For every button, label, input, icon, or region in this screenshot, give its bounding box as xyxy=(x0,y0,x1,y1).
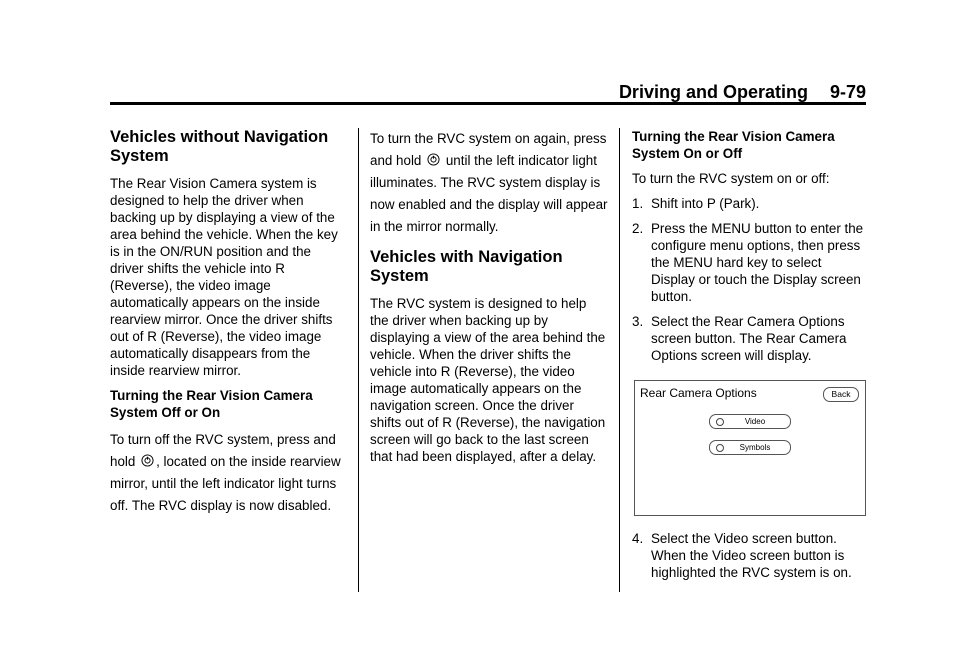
section-title: Driving and Operating xyxy=(618,82,808,102)
steps-list xyxy=(632,195,868,364)
steps-list xyxy=(632,530,868,581)
rear-camera-options-screen xyxy=(634,380,866,516)
column-2 xyxy=(370,128,608,473)
radio-icon xyxy=(716,444,724,452)
paragraph: The RVC system is designed to help the driver when backing up by displaying a view of the area behind the vehicle. When the driver shifts the vehicle into R (Reverse), the video image automatically appears on the navigation screen. Once the driver shifts out of R (Reverse), the navigation screen will go back to the last screen that had been displayed, after a delay. xyxy=(370,296,606,464)
heading-without-navigation: Vehicles without Navigation System xyxy=(110,128,329,165)
column-divider xyxy=(619,128,620,592)
subheading-on-off: Turning the Rear Vision Camera System On or Off xyxy=(632,129,835,161)
radio-icon xyxy=(716,418,724,426)
column-3 xyxy=(632,128,868,589)
symbols-option-button[interactable]: Symbols xyxy=(709,440,791,455)
screen-title: Rear Camera Options xyxy=(640,386,757,400)
paragraph: To turn off the RVC system, press and hold , located on the inside rearview mirror, until the left indicator light turns off. The RVC display is now disabled. xyxy=(110,432,341,513)
paragraph: To turn the RVC system on again, press and hold until the left indicator light illuminates. The RVC system display is now enabled and the display will appear in the mirror normally. xyxy=(370,131,608,234)
video-option-button[interactable]: Video xyxy=(709,414,791,429)
paragraph: To turn the RVC system on or off: xyxy=(632,171,830,186)
column-divider xyxy=(358,128,359,592)
list-item: 1. Shift into P (Park). xyxy=(632,196,760,211)
column-1 xyxy=(110,128,348,525)
back-button[interactable]: Back xyxy=(823,387,859,402)
running-header xyxy=(110,82,866,103)
power-button-icon xyxy=(427,153,440,166)
power-button-icon xyxy=(141,454,154,467)
page-number: 9-79 xyxy=(829,82,866,102)
list-item: 2. Press the MENU button to enter the configure menu options, then press the MENU hard key to select Display or touch the Display screen button. xyxy=(632,221,864,304)
paragraph: The Rear Vision Camera system is designed to help the driver when backing up by displaying a view of the area behind the vehicle. When the key is in the ON/RUN position and the driver shifts the vehicle into R (Reverse), the video image automatically appears on the inside rearview mirror. Once the driver shifts out of R (Reverse), the video image automatically disappears from the inside rearview mirror. xyxy=(110,176,338,378)
list-item: 3. Select the Rear Camera Options screen button. The Rear Camera Options screen will display. xyxy=(632,314,847,363)
header-rule xyxy=(110,102,866,105)
heading-with-navigation: Vehicles with Navigation System xyxy=(370,248,563,285)
subheading-off-on: Turning the Rear Vision Camera System Off or On xyxy=(110,388,313,420)
list-item: 4. Select the Video screen button. When the Video screen button is highlighted the RVC system is on. xyxy=(632,531,852,580)
